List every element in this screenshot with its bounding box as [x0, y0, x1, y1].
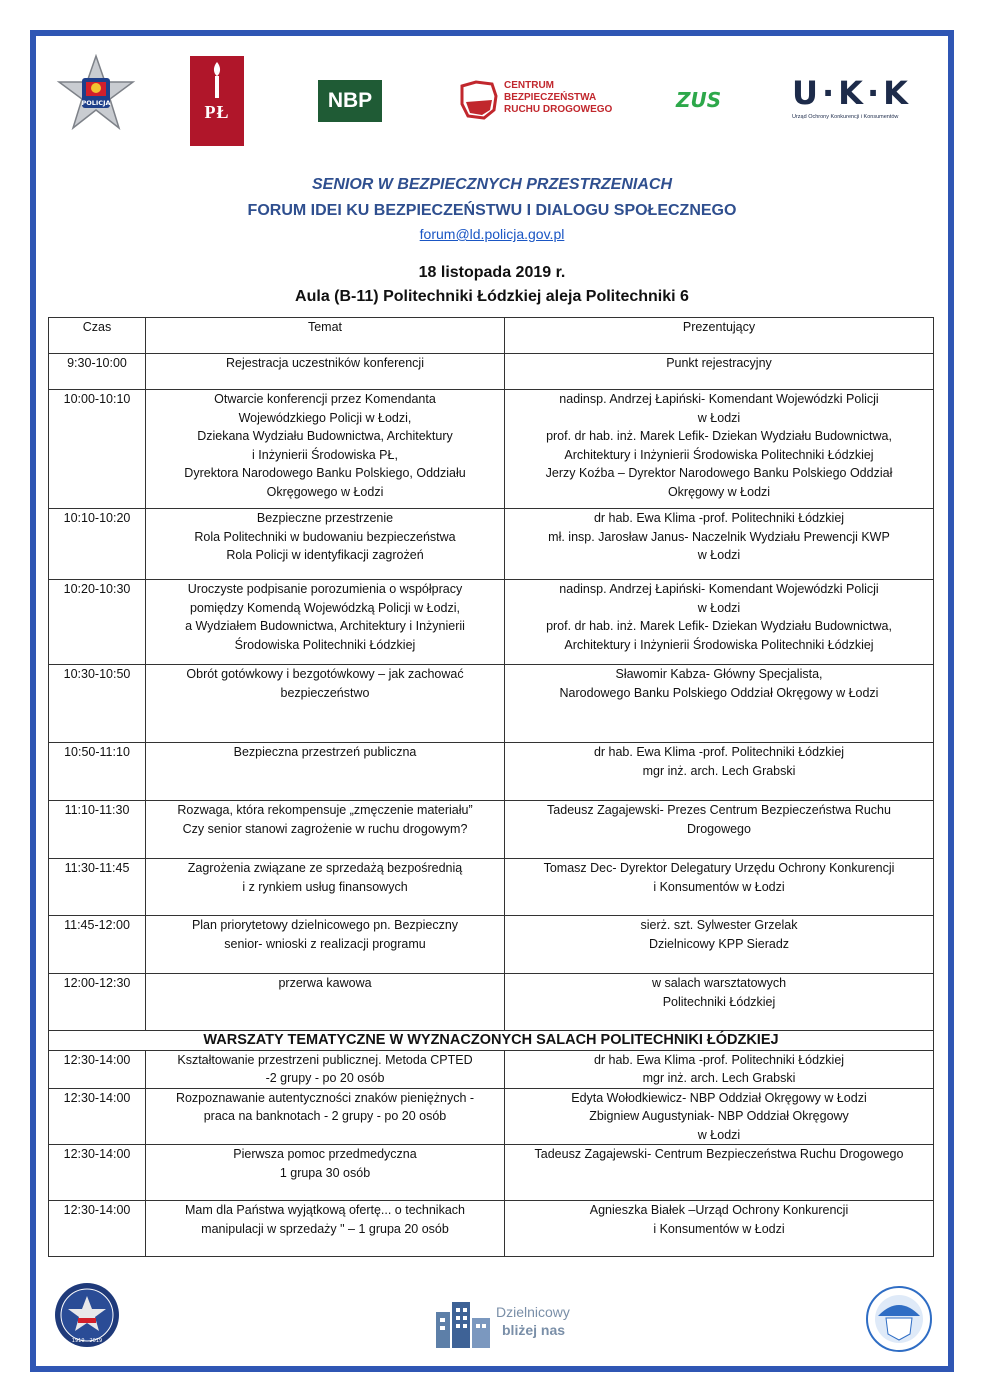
row-time: 12:30-14:00: [49, 1050, 146, 1088]
police-logo-text: POLICJA: [81, 99, 111, 107]
presenter-line: i Konsumentów w Łodzi: [653, 1221, 785, 1236]
topic-line: i Inżynierii Środowiska PŁ,: [252, 447, 398, 462]
row-presenter: [505, 974, 934, 1031]
police-centenary-badge: [54, 1282, 120, 1348]
topic-line: Zagrożenia związane ze sprzedażą bezpośrednią: [187, 861, 463, 875]
row-time: 10:50-11:10: [49, 743, 146, 801]
presenter-line: dr hab. Ewa Klima -prof. Politechniki Łódzkiej: [593, 745, 845, 759]
topic-line: Środowiska Politechniki Łódzkiej: [234, 637, 416, 652]
presenter-line: Drogowego: [687, 821, 751, 836]
topic-line: praca na banknotach - 2 grupy - po 20 osób: [203, 1109, 447, 1123]
topic-line: Kształtowanie przestrzeni publicznej. Metoda CPTED: [177, 1052, 473, 1067]
topic-line: bezpieczeństwo: [280, 685, 370, 700]
table-row: [49, 354, 934, 390]
row-presenter: [505, 1088, 934, 1145]
presenter-line: w Łodzi: [697, 410, 741, 425]
topic-line: Rozwaga, która rekompensuje „zmęczenie materiału”: [177, 803, 473, 817]
topic-line: i z rynkiem usług finansowych: [242, 879, 408, 894]
row-topic: [146, 859, 505, 916]
dzielnicowy-text: Dzielnicowy: [496, 1304, 570, 1320]
topic-line: Okręgowego w Łodzi: [266, 484, 384, 499]
row-topic: [146, 509, 505, 580]
row-time: 12:30-14:00: [49, 1145, 146, 1201]
presenter-line: Tadeusz Zagajewski- Prezes Centrum Bezpieczeństwa Ruchu: [547, 803, 891, 817]
buildings-icon: [434, 1298, 494, 1350]
topic-line: Czy senior stanowi zagrożenie w ruchu drogowym?: [182, 821, 468, 836]
row-topic: [146, 1145, 505, 1201]
blizej-nas-text: bliżej nas: [502, 1322, 566, 1338]
presenter-line: Edyta Wołodkiewicz- NBP Oddział Okręgowy w Łodzi: [571, 1090, 867, 1105]
table-row: [49, 1050, 934, 1088]
crbd-line-3: RUCHU DROGOWEGO: [504, 104, 613, 115]
presenter-line: mł. insp. Jarosław Janus- Naczelnik Wydziału Prewencji KWP: [548, 529, 890, 544]
pl-logo-text: PŁ: [204, 102, 230, 122]
topic-line: Rozpoznawanie autentyczności znaków pieniężnych -: [175, 1090, 475, 1105]
row-presenter: [505, 1050, 934, 1088]
presenter-line: w Łodzi: [697, 548, 741, 562]
agenda-table: [48, 317, 934, 1257]
poland-map-icon: [458, 78, 500, 122]
topic-line: Mam dla Państwa wyjątkową ofertę... o technikach: [185, 1203, 465, 1217]
presenter-line: prof. dr hab. inż. Marek Lefik- Dziekan Wydziału Budownictwa,: [546, 619, 892, 633]
event-subtitle: FORUM IDEI KU BEZPIECZEŃSTWU I DIALOGU SPOŁECZNEGO: [247, 202, 737, 219]
topic-line: Otwarcie konferencji przez Komendanta: [214, 392, 436, 406]
police-star-logo: [56, 54, 136, 134]
topic-line: senior- wnioski z realizacji programu: [224, 936, 426, 951]
presenter-line: dr hab. Ewa Klima -prof. Politechniki Łódzkiej: [593, 1052, 845, 1067]
topic-line: pomiędzy Komendą Wojewódzką Policji w Łodzi,: [189, 600, 461, 615]
row-time: 12:00-12:30: [49, 974, 146, 1031]
table-row: [49, 665, 934, 743]
table-row: [49, 916, 934, 974]
row-time: 12:30-14:00: [49, 1088, 146, 1145]
presenter-line: w Łodzi: [697, 1127, 741, 1142]
row-presenter: [505, 1145, 934, 1201]
table-row: [49, 801, 934, 859]
row-topic: [146, 916, 505, 974]
table-row: [49, 974, 934, 1031]
table-header-row: [49, 318, 934, 354]
row-presenter: [505, 1201, 934, 1257]
row-presenter: [505, 580, 934, 665]
presenter-line: Jerzy Koźba – Dyrektor Narodowego Banku Polskiego Oddział: [545, 466, 893, 480]
contact-email-link[interactable]: forum@ld.policja.gov.pl: [419, 226, 565, 242]
row-presenter: [505, 743, 934, 801]
row-presenter: [505, 859, 934, 916]
row-topic: [146, 1201, 505, 1257]
page-frame: [30, 30, 954, 1372]
presenter-line: Politechniki Łódzkiej: [662, 994, 776, 1009]
topic-line: Wojewódzkiego Policji w Łodzi,: [238, 410, 412, 425]
crbd-logo: [458, 78, 628, 122]
row-topic: [146, 665, 505, 743]
presenter-line: mgr inż. arch. Lech Grabski: [642, 1071, 796, 1085]
row-presenter: [505, 801, 934, 859]
row-topic: [146, 354, 505, 390]
topic-line: Rola Politechniki w budowaniu bezpieczeństwa: [194, 529, 456, 544]
topic-line: manipulacji w sprzedaży " – 1 grupa 20 osób: [201, 1221, 449, 1236]
row-topic: [146, 801, 505, 859]
presenter-line: Tomasz Dec- Dyrektor Delegatury Urzędu Ochrony Konkurencji: [543, 861, 895, 875]
presenter-line: Dzielnicowy KPP Sieradz: [648, 936, 790, 951]
dzielnicowy-logo: [434, 1298, 584, 1350]
presenter-line: Agnieszka Białek –Urząd Ochrony Konkurencji: [589, 1203, 849, 1217]
table-row: [49, 1201, 934, 1257]
event-venue: Aula (B-11) Politechniki Łódzkiej aleja Politechniki 6: [295, 288, 689, 305]
presenter-line: Tadeusz Zagajewski- Centrum Bezpieczeństwa Ruchu Drogowego: [534, 1147, 904, 1161]
presenter-line: w salach warsztatowych: [651, 976, 787, 990]
table-row: [49, 1088, 934, 1145]
presenter-line: nadinsp. Andrzej Łapiński- Komendant Wojewódzki Policji: [559, 582, 879, 596]
presenter-line: Okręgowy w Łodzi: [667, 484, 771, 499]
presenter-line: Narodowego Banku Polskiego Oddział Okręgowy w Łodzi: [559, 685, 879, 700]
row-presenter: [505, 509, 934, 580]
row-time: 10:20-10:30: [49, 580, 146, 665]
header-topic: Temat: [146, 318, 505, 354]
topic-line: Uroczyste podpisanie porozumienia o współpracy: [187, 582, 463, 596]
table-row: [49, 1145, 934, 1201]
table-row: [49, 859, 934, 916]
row-time: 10:10-10:20: [49, 509, 146, 580]
topic-line: Plan priorytetowy dzielnicowego pn. Bezpieczny: [191, 918, 459, 932]
workshops-section-title: WARSZATY TEMATYCZNE W WYZNACZONYCH SALACH POLITECHNIKI ŁÓDZKIEJ: [49, 1031, 934, 1051]
senior-safety-seal: [866, 1286, 932, 1352]
topic-line: Obrót gotówkowy i bezgotówkowy – jak zachować: [186, 667, 464, 681]
row-presenter: [505, 354, 934, 390]
pl-university-logo: [190, 56, 244, 146]
topic-line: przerwa kawowa: [278, 976, 372, 990]
row-presenter: [505, 665, 934, 743]
row-time: 12:30-14:00: [49, 1201, 146, 1257]
row-topic: [146, 974, 505, 1031]
row-topic: [146, 1050, 505, 1088]
presenter-line: Sławomir Kabza- Główny Specjalista,: [615, 667, 823, 681]
row-topic: [146, 390, 505, 509]
header-time: Czas: [49, 318, 146, 354]
crbd-line-1: CENTRUM: [504, 80, 554, 91]
row-time: 9:30-10:00: [49, 354, 146, 390]
row-time: 10:00-10:10: [49, 390, 146, 509]
table-row: [49, 390, 934, 509]
presenter-line: Punkt rejestracyjny: [666, 356, 772, 370]
crbd-logo-text: [504, 80, 612, 116]
presenter-line: nadinsp. Andrzej Łapiński- Komendant Wojewódzki Policji: [559, 392, 879, 406]
uokik-logo-mark: U·K·K: [792, 74, 912, 112]
topic-line: 1 grupa 30 osób: [279, 1165, 371, 1180]
presenter-line: i Konsumentów w Łodzi: [653, 879, 785, 894]
row-time: 11:10-11:30: [49, 801, 146, 859]
topic-line: Rola Policji w identyfikacji zagrożeń: [226, 548, 424, 562]
table-row: [49, 743, 934, 801]
row-topic: [146, 1088, 505, 1145]
table-row: [49, 509, 934, 580]
row-presenter: [505, 390, 934, 509]
uokik-logo-subtitle: Urząd Ochrony Konkurencji i Konsumentów: [792, 114, 899, 120]
table-row: [49, 580, 934, 665]
row-presenter: [505, 916, 934, 974]
presenter-line: sierż. szt. Sylwester Grzelak: [640, 918, 798, 932]
topic-line: Bezpieczna przestrzeń publiczna: [233, 745, 417, 759]
presenter-line: Architektury i Inżynierii Środowiska Politechniki Łódzkiej: [564, 447, 874, 462]
nbp-logo: NBP: [318, 80, 382, 122]
event-title: SENIOR W BEZPIECZNYCH PRZESTRZENIACH: [311, 176, 672, 193]
presenter-line: dr hab. Ewa Klima -prof. Politechniki Łódzkiej: [593, 511, 845, 525]
topic-line: Bezpieczne przestrzenie: [256, 511, 394, 525]
presenter-line: Architektury i Inżynierii Środowiska Politechniki Łódzkiej: [564, 637, 874, 652]
presenter-line: mgr inż. arch. Lech Grabski: [642, 763, 796, 778]
presenter-line: prof. dr hab. inż. Marek Lefik- Dziekan Wydziału Budownictwa,: [546, 429, 892, 443]
presenter-line: w Łodzi: [697, 600, 741, 615]
presenter-line: Zbigniew Augustyniak- NBP Oddział Okręgowy: [589, 1109, 849, 1123]
row-topic: [146, 580, 505, 665]
row-time: 11:30-11:45: [49, 859, 146, 916]
uokik-logo: [792, 74, 912, 126]
row-time: 11:45-12:00: [49, 916, 146, 974]
topic-line: Pierwsza pomoc przedmedyczna: [233, 1147, 417, 1161]
workshops-section-row: [49, 1031, 934, 1051]
header-presenter: Prezentujący: [505, 318, 934, 354]
topic-line: a Wydziałem Budownictwa, Architektury i Inżynierii: [185, 619, 465, 633]
event-date: 18 listopada 2019 r.: [418, 264, 566, 281]
zus-logo: ZUS: [676, 88, 722, 112]
topic-line: Dziekana Wydziału Budownictwa, Architektury: [197, 429, 453, 443]
badge-years-text: 1919 - 2019: [71, 1338, 103, 1344]
row-topic: [146, 743, 505, 801]
row-time: 10:30-10:50: [49, 665, 146, 743]
torch-icon: [190, 56, 244, 100]
topic-line: -2 grupy - po 20 osób: [265, 1071, 385, 1085]
topic-line: Rejestracja uczestników konferencji: [225, 356, 424, 370]
topic-line: Dyrektora Narodowego Banku Polskiego, Oddziału: [184, 466, 466, 480]
crbd-line-2: BEZPIECZEŃSTWA: [504, 92, 597, 103]
